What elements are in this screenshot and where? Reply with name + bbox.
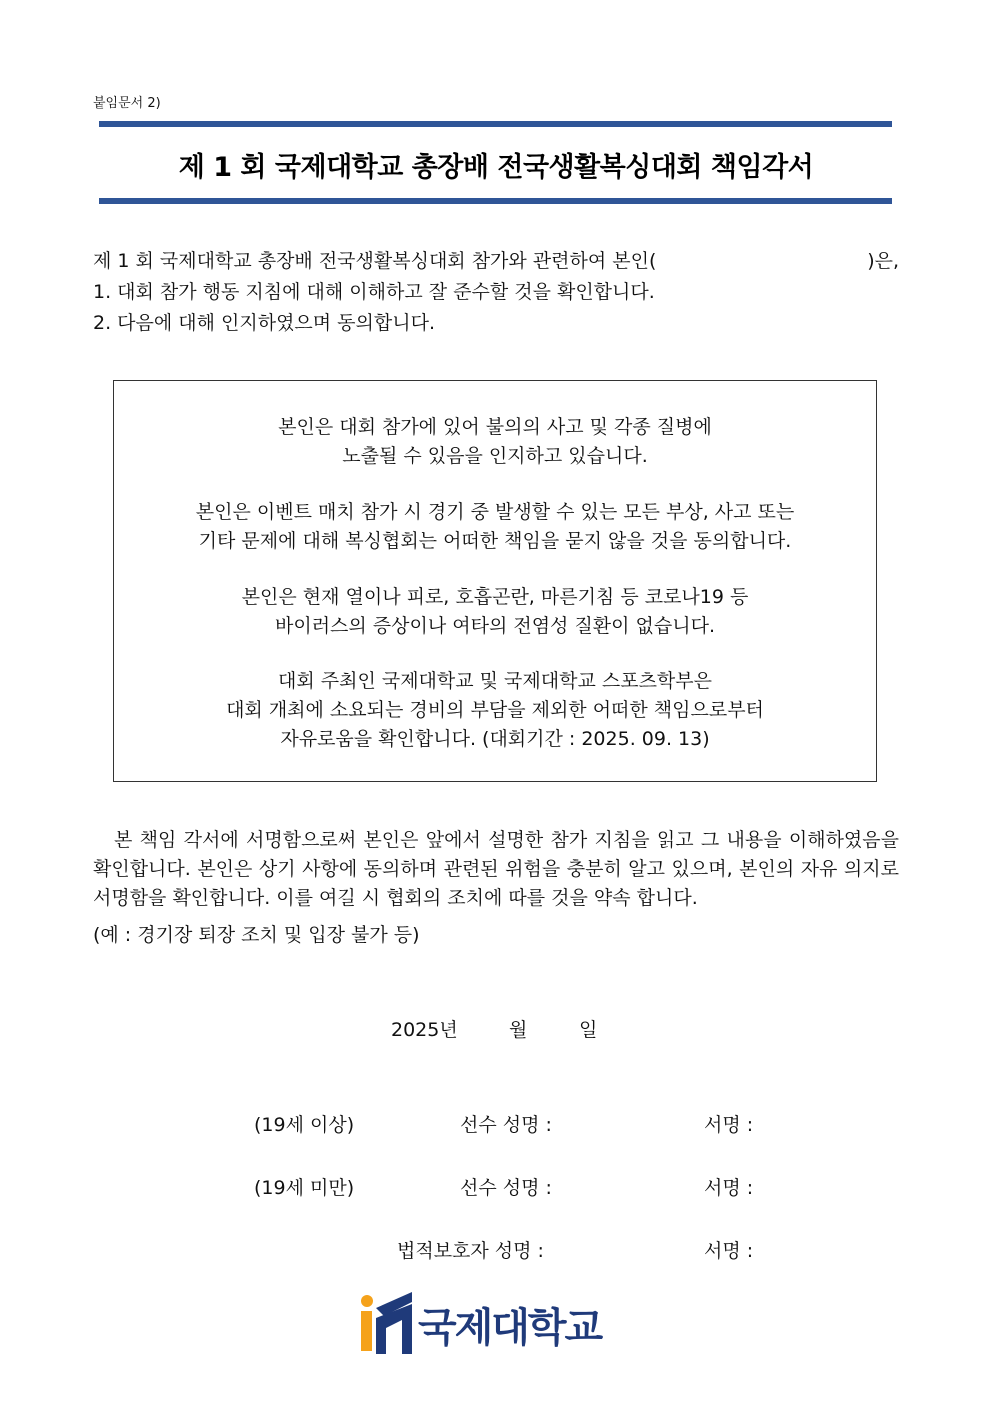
box-paragraph-2 bbox=[114, 498, 876, 556]
intro-line-3: 2. 다음에 대해 인지하였으며 동의합니다. bbox=[93, 312, 435, 334]
minor-age-label: (19세 미만) bbox=[254, 1177, 355, 1199]
date-day: 일 bbox=[579, 1019, 598, 1041]
adult-age-label: (19세 이상) bbox=[254, 1114, 355, 1136]
intro-line-1-start: 제 1 회 국제대학교 총장배 전국생활복싱대회 참가와 관련하여 본인( bbox=[93, 250, 657, 272]
guardian-sign-label: 서명 : bbox=[704, 1240, 754, 1262]
intro-line-1-end: )은, bbox=[867, 250, 899, 272]
box-paragraph-1 bbox=[114, 413, 876, 471]
adult-name-label: 선수 성명 : bbox=[460, 1114, 552, 1136]
title-bottom-rule bbox=[99, 198, 892, 204]
box-line: 바이러스의 증상이나 여타의 전염성 질환이 없습니다. bbox=[274, 615, 716, 637]
box-line: 본인은 현재 열이나 피로, 호흡곤란, 마른기침 등 코로나19 등 bbox=[241, 586, 749, 608]
date-month: 월 bbox=[509, 1019, 528, 1041]
box-line: 본인은 이벤트 매치 참가 시 경기 중 발생할 수 있는 모든 부상, 사고 또는 bbox=[195, 501, 795, 523]
title-top-rule bbox=[99, 121, 892, 127]
intro-line-2: 1. 대회 참가 행동 지침에 대해 이해하고 잘 준수할 것을 확인합니다. bbox=[93, 281, 655, 303]
box-line: 대회 개최에 소요되는 경비의 부담을 제외한 어떠한 책임으로부터 bbox=[226, 699, 764, 721]
box-line: 자유로움을 확인합니다. (대회기간 : 2025. 09. 13) bbox=[280, 728, 710, 750]
acknowledgement-box bbox=[113, 380, 877, 782]
intro-line-1 bbox=[93, 246, 899, 277]
box-line: 본인은 대회 참가에 있어 불의의 사고 및 각종 질병에 bbox=[278, 416, 712, 438]
intro-section bbox=[93, 246, 899, 339]
guardian-name-label: 법적보호자 성명 : bbox=[397, 1240, 544, 1262]
box-line: 대회 주최인 국제대학교 및 국제대학교 스포츠학부은 bbox=[278, 670, 712, 692]
box-line: 기타 문제에 대해 복싱협회는 어떠한 책임을 묻지 않을 것을 동의합니다. bbox=[198, 530, 792, 552]
university-logo bbox=[358, 1290, 633, 1356]
box-line: 노출될 수 있음을 인지하고 있습니다. bbox=[342, 445, 648, 467]
logo-text: 국제대학교 bbox=[418, 1305, 602, 1351]
document-title: 제 1 회 국제대학교 총장배 전국생활복싱대회 책임각서 bbox=[178, 152, 814, 183]
minor-name-label: 선수 성명 : bbox=[460, 1177, 552, 1199]
attachment-label: 붙임문서 2) bbox=[93, 96, 161, 111]
example-note: (예 : 경기장 퇴장 조치 및 입장 불가 등) bbox=[93, 924, 420, 946]
box-paragraph-3 bbox=[114, 583, 876, 641]
box-paragraph-4 bbox=[114, 667, 876, 754]
minor-sign-label: 서명 : bbox=[704, 1177, 754, 1199]
kookje-university-logo-icon bbox=[358, 1290, 418, 1356]
consent-paragraph: 본 책임 각서에 서명함으로써 본인은 앞에서 설명한 참가 지침을 읽고 그 내용을 이해하였음을 확인합니다. 본인은 상기 사항에 동의하며 관련된 위험을 충분히 알고 있으며, 본인의 자유 의지로 서명함을 확인합니다. 이를 여길 시 협회의 조치에 따를 것을 약속 합니다. bbox=[93, 829, 899, 909]
adult-sign-label: 서명 : bbox=[704, 1114, 754, 1136]
date-year: 2025년 bbox=[391, 1019, 458, 1041]
